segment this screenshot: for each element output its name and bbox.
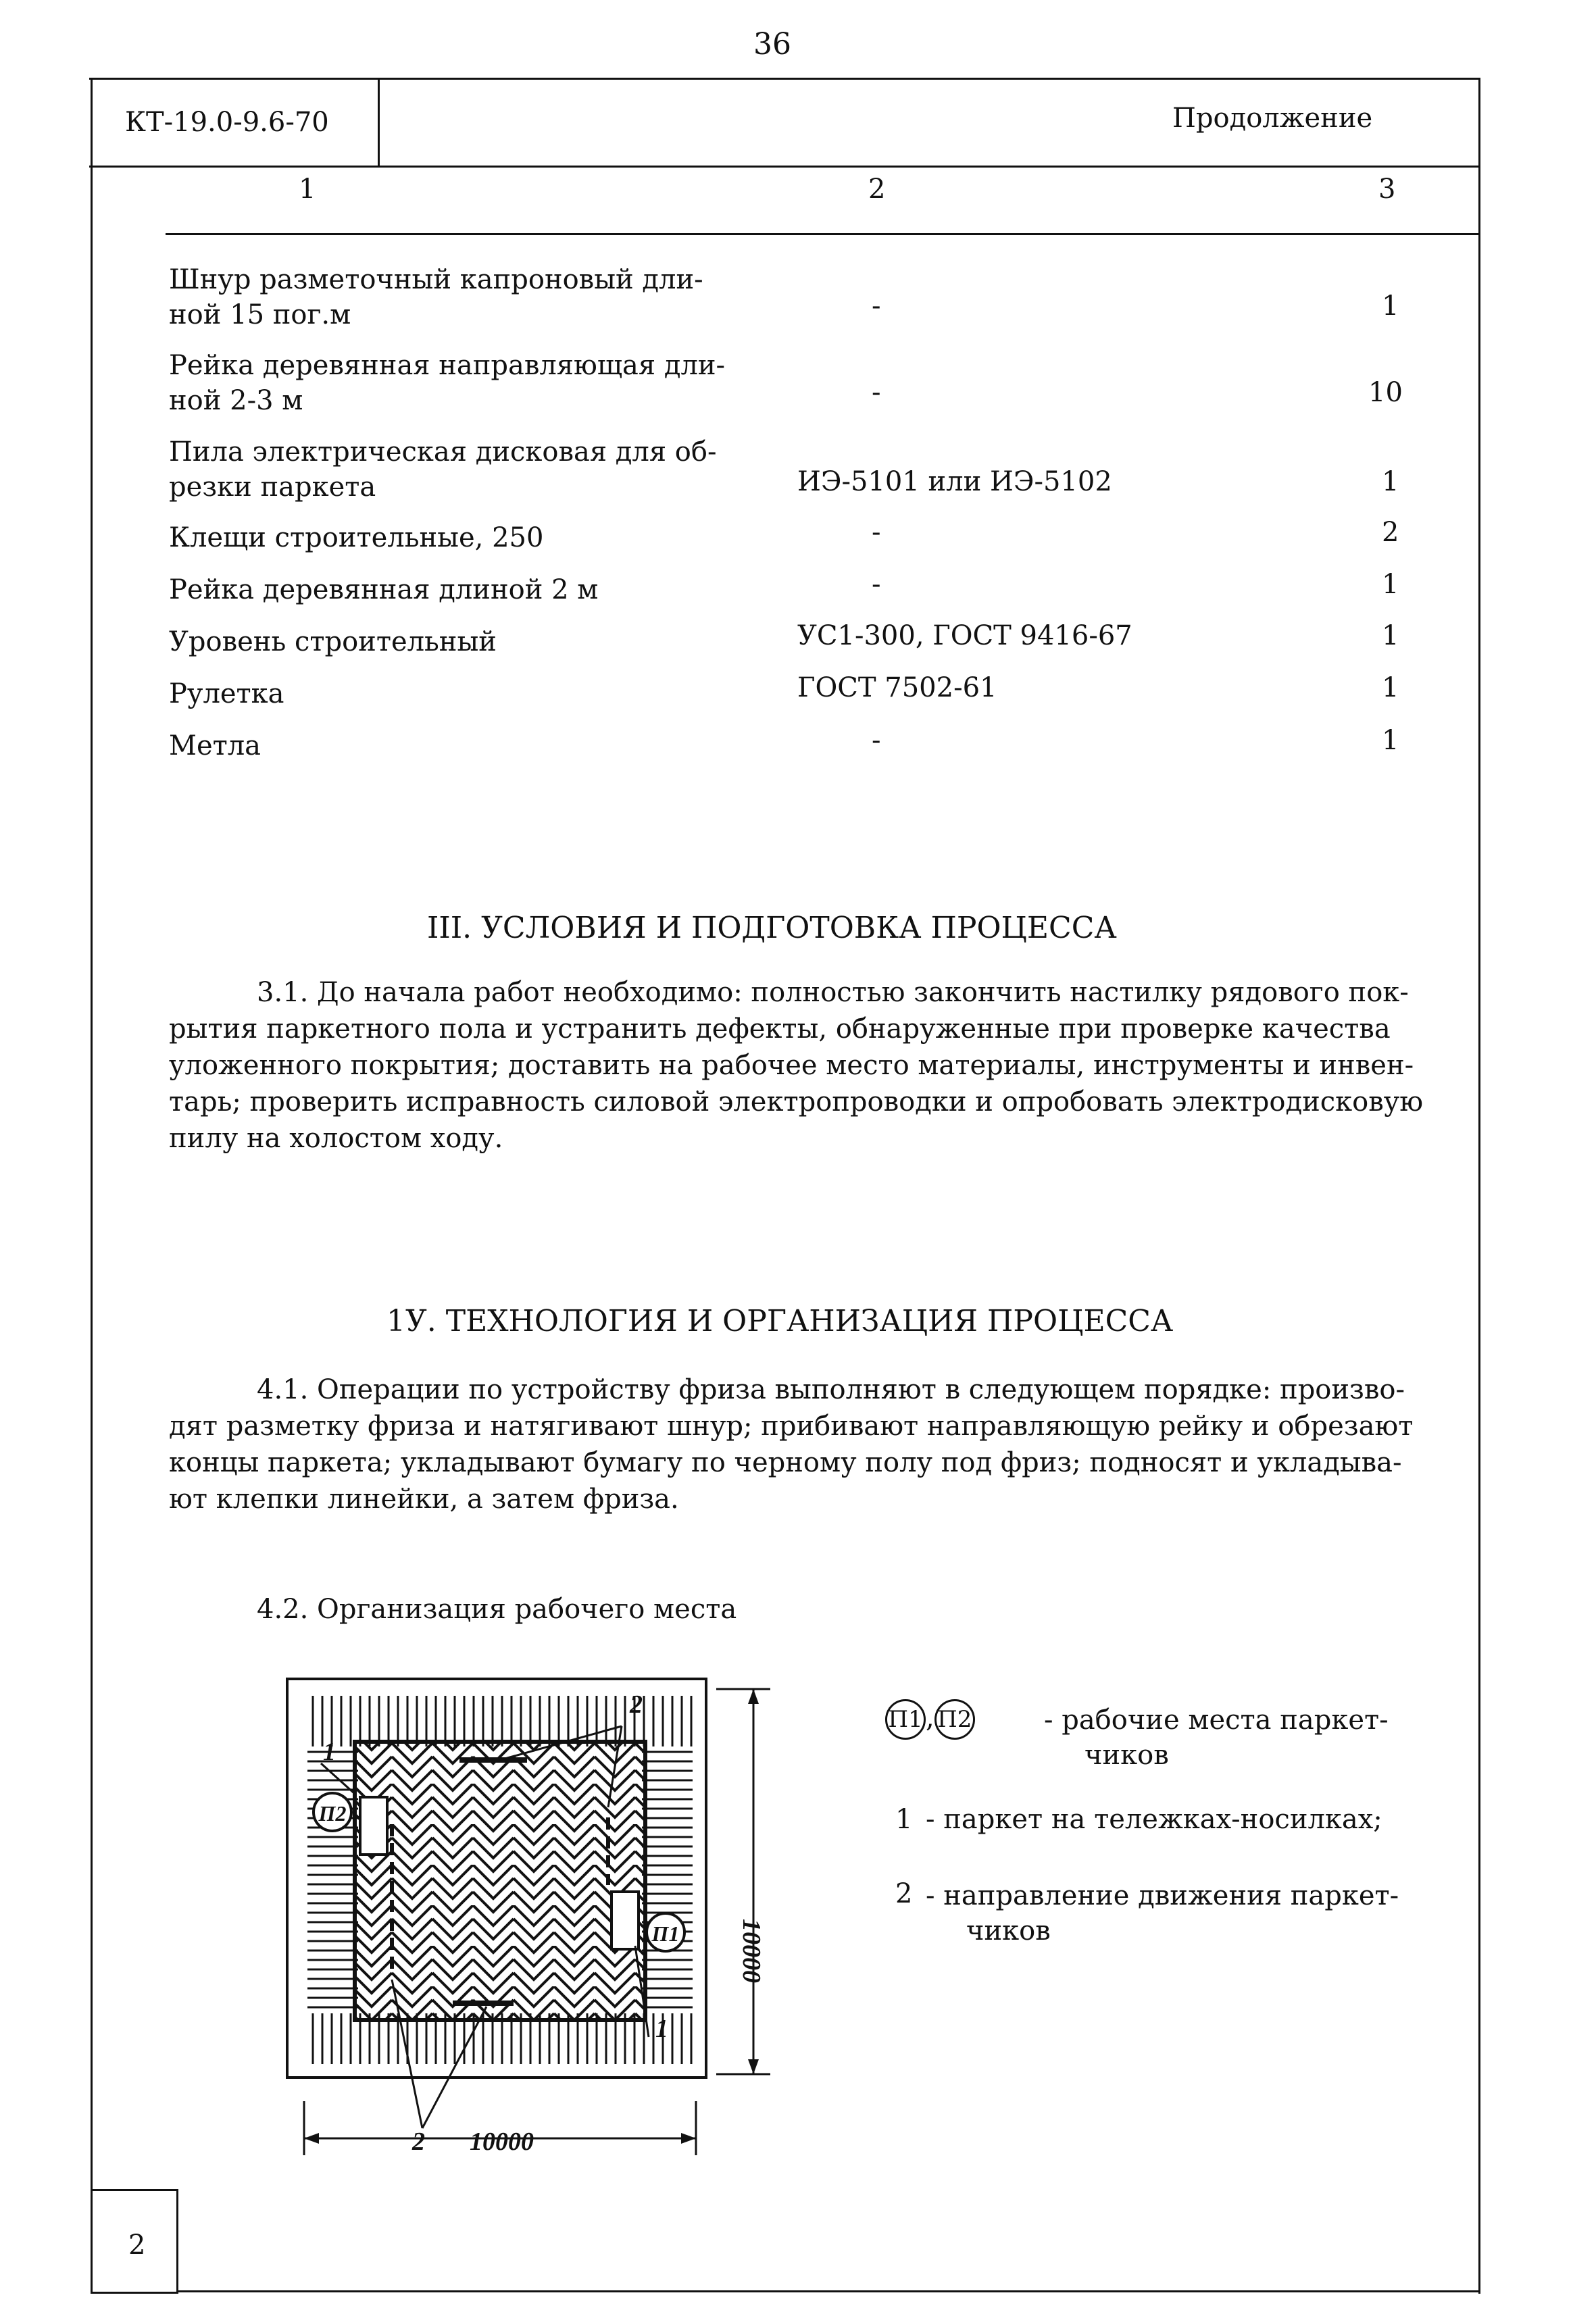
callout-1-right: 1 <box>655 2015 668 2043</box>
table-row-type: ИЭ-5101 или ИЭ-5102 <box>797 466 1112 497</box>
legend-item-1-text: - паркет на тележках-носилках; <box>926 1804 1382 1835</box>
legend-item-1-num: 1 <box>895 1804 913 1835</box>
table-row-name: Рейка деревянная длиной 2 м <box>169 574 599 605</box>
table-row-name: Пила электрическая дисковая для об- резки паркета <box>169 436 717 503</box>
legend-item-2-text: - направление движения паркет- чиков <box>926 1880 1399 1946</box>
table-row-type: - <box>872 517 881 548</box>
dimension-horizontal-label: 10000 <box>470 2128 534 2156</box>
table-row-type: - <box>872 291 881 322</box>
table-row-qty: 1 <box>1382 620 1399 651</box>
sheet-number: 2 <box>128 2230 146 2261</box>
section-4-title: 1У. ТЕХНОЛОГИЯ И ОРГАНИЗАЦИЯ ПРОЦЕССА <box>386 1304 1174 1338</box>
callout-2-top: 2 <box>630 1690 643 1719</box>
table-row-name: Уровень строительный <box>169 626 497 657</box>
table-row-name: Метла <box>169 730 261 761</box>
table-row-type: - <box>872 725 881 756</box>
table-row-name: Шнур разметочный капроновый дли- ной 15 пог.м <box>169 264 703 330</box>
dimension-vertical-label: 10000 <box>737 1919 766 1983</box>
section-3-title: III. УСЛОВИЯ И ПОДГОТОВКА ПРОЦЕССА <box>427 911 1117 945</box>
table-row-qty: 1 <box>1382 569 1399 600</box>
table-header-rule <box>166 233 1480 235</box>
callout-2-bottom: 2 <box>412 2128 425 2156</box>
legend-workers: П1 , П2 <box>885 1699 975 1740</box>
table-row-type: - <box>872 569 881 600</box>
worker-p2-label: П2 <box>318 1801 347 1826</box>
table-row-name: Рулетка <box>169 678 284 709</box>
column-header-3: 3 <box>1378 174 1396 205</box>
table-row-qty: 1 <box>1382 291 1399 322</box>
table-row-qty: 1 <box>1382 466 1399 497</box>
table-row-qty: 2 <box>1382 517 1399 548</box>
herringbone-parquet <box>355 1742 645 2020</box>
continuation-label: Продолжение <box>1172 103 1373 134</box>
frieze-left <box>307 1746 358 2013</box>
table-row-qty: 1 <box>1382 672 1399 703</box>
document-code: КТ-19.0-9.6-70 <box>125 107 329 138</box>
legend-item-2-num: 2 <box>895 1878 913 1909</box>
header-bottom-rule <box>89 166 1480 168</box>
frame-right-rule <box>1478 78 1480 2294</box>
frame-bottom-rule <box>177 2290 1480 2292</box>
frieze-right <box>642 1746 693 2013</box>
column-header-1: 1 <box>299 174 316 205</box>
page-number: 36 <box>753 27 791 61</box>
table-row-type: - <box>872 377 881 408</box>
legend-workers-text: - рабочие места паркет- чиков <box>1044 1705 1389 1771</box>
table-row-qty: 1 <box>1382 725 1399 756</box>
table-row-name: Клещи строительные, 250 <box>169 522 544 553</box>
table-row-type: ГОСТ 7502-61 <box>797 672 997 703</box>
parquet-cart-right <box>612 1892 639 1949</box>
legend-p2-symbol: П2 <box>934 1699 975 1740</box>
parquet-cart-left <box>360 1797 387 1855</box>
section-4-paragraph: 4.1. Операции по устройству фриза выполняют в следующем порядке: произво- дят разметку фриза и натягивают шнур; прибивают направляющую рейку и обрезают концы паркета; укладывают бумагу по черному полу под фриз; подносят и укладыва- ют клепки линейки, а затем фриза. <box>169 1374 1414 1515</box>
table-row-type: УС1-300, ГОСТ 9416-67 <box>797 620 1132 651</box>
worker-p1-label: П1 <box>651 1921 680 1946</box>
section-4-subhead: 4.2. Организация рабочего места <box>257 1594 737 1625</box>
section-3-paragraph: 3.1. До начала работ необходимо: полностью закончить настилку рядового пок- рытия паркетного пола и устранить дефекты, обнаруженные при проверке качества уложенного покрытия; доставить на рабочее место материалы, инструменты и инвен- тарь; проверить исправность силовой электропроводки и опробовать электродисковую пилу на холостом ходу. <box>169 977 1424 1154</box>
workplace-diagram <box>270 1662 784 2169</box>
table-row-name: Рейка деревянная направляющая дли- ной 2-3 м <box>169 350 726 416</box>
legend-p1-symbol: П1 <box>885 1699 926 1740</box>
column-header-2: 2 <box>868 174 886 205</box>
frame-left-rule <box>91 78 93 2294</box>
table-row-qty: 10 <box>1368 377 1403 408</box>
callout-1-top: 1 <box>323 1738 336 1766</box>
